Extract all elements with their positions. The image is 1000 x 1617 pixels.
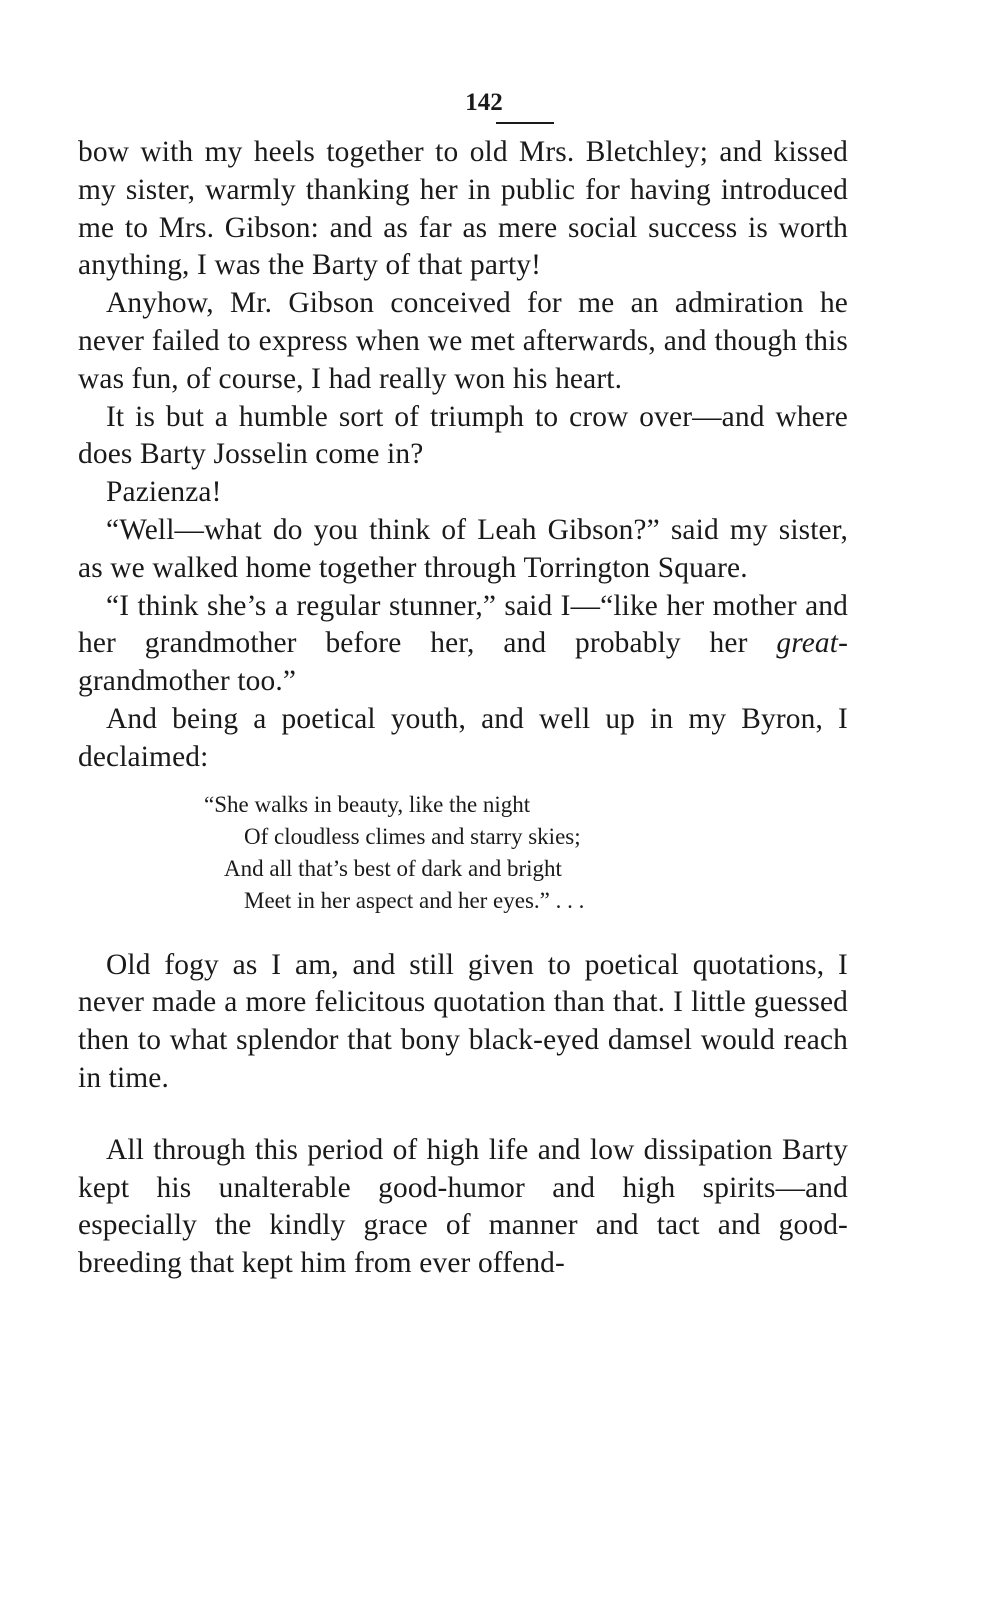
paragraph-stunner: [78, 588, 848, 701]
poem-line: Of cloudless climes and starry skies;: [244, 823, 581, 849]
poem-line: Meet in her aspect and her eyes.” . . .: [244, 887, 585, 913]
paragraph-triumph: It is but a humble sort of triumph to crow over—and where does Barty Josselin come in?: [78, 400, 848, 471]
byron-quotation: [78, 789, 848, 917]
stunner-text-italic: great: [776, 627, 839, 660]
spacer: [78, 917, 848, 947]
book-page: [78, 88, 848, 1283]
poem-line: “She walks in beauty, like the night: [204, 791, 531, 817]
paragraph-old-fogy: Old fogy as I am, and still given to poetical quotations, I never made a more felicitous quotation than that. I little guessed then to what splendor that bony black-eyed damsel would reach in time.: [78, 948, 848, 1094]
header-rule: [496, 122, 554, 124]
paragraph-continuation: bow with my heels together to old Mrs. Bletchley; and kissed my sister, warmly thanking her in public for having introduced me to Mrs. Gibson: and as far as mere social success is worth anything, I was the Barty of that party!: [78, 136, 848, 282]
paragraph-pazienza: Pazienza!: [106, 476, 222, 509]
section-break: [78, 1098, 848, 1132]
paragraph-high-life: All through this period of high life and low dissipation Barty kept his unalterable good-humor and high spirits—and especially the kindly grace of manner and tact and good-breeding that kept him from ever offend-: [78, 1133, 848, 1280]
page-number: 142: [465, 89, 503, 116]
stunner-text-before: “I think she’s a regular stunner,” said I—“like her mother and her grandmother before her, and probably her: [78, 589, 848, 660]
poem-line: And all that’s best of dark and bright: [224, 855, 562, 881]
paragraph-declaimed: And being a poetical youth, and well up in my Byron, I declaimed:: [78, 702, 848, 773]
paragraph-mr-gibson: Anyhow, Mr. Gibson conceived for me an admiration he never failed to express when we met afterwards, and though this was fun, of course, I had really won his heart.: [78, 287, 848, 395]
paragraph-leah-gibson: “Well—what do you think of Leah Gibson?” said my sister, as we walked home together through Torrington Square.: [78, 513, 848, 584]
stunner-text-after: -grandmother too.”: [78, 627, 848, 698]
